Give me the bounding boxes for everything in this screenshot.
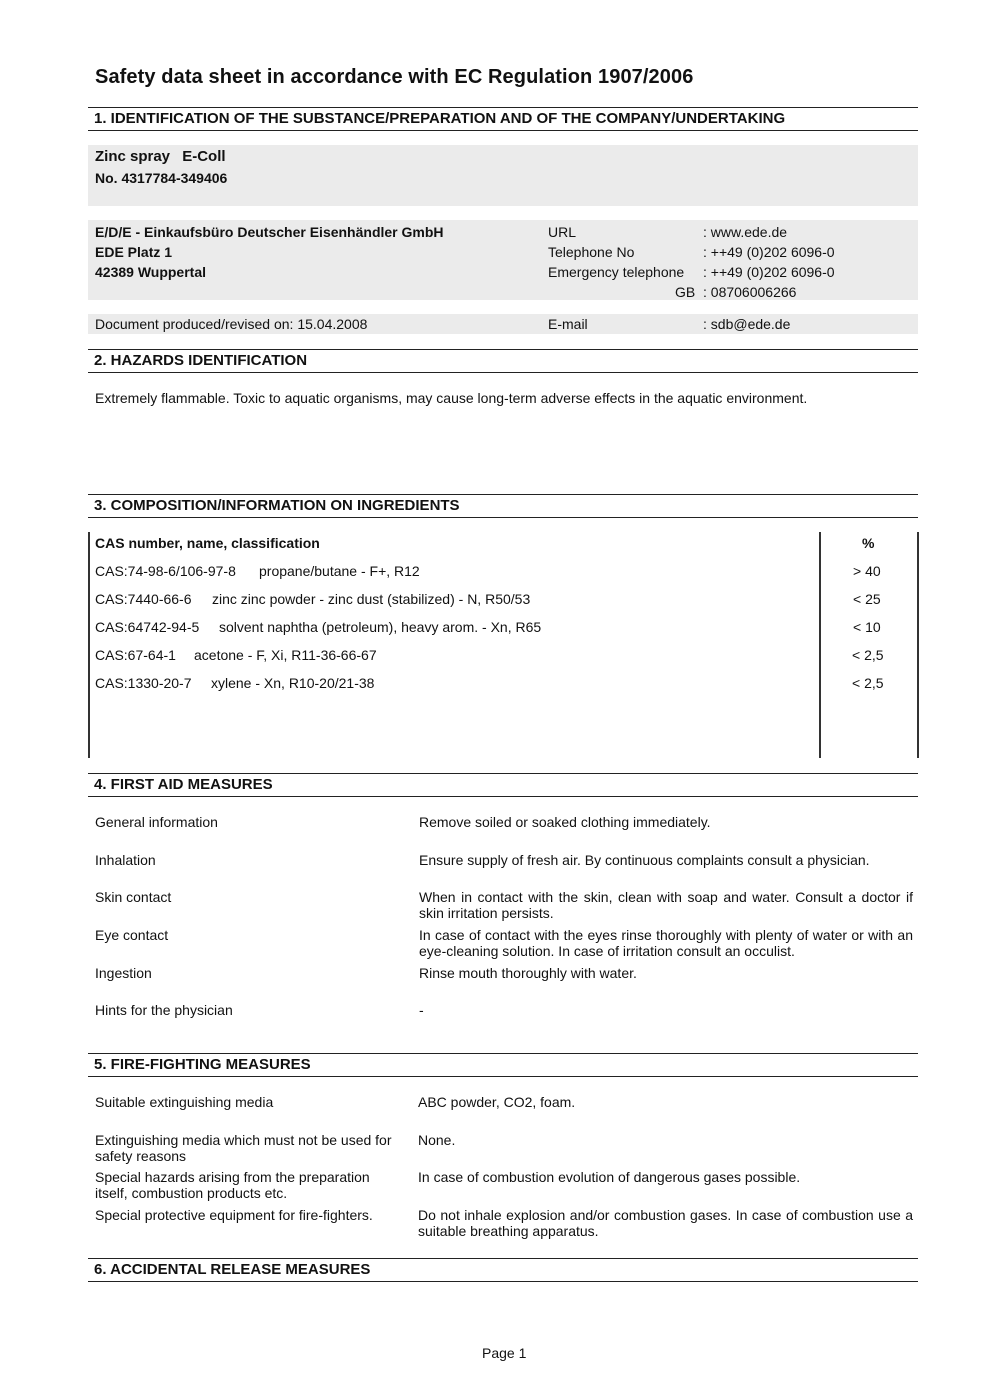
fire-fighting-label: Suitable extinguishing media: [95, 1094, 274, 1110]
ingredient-percent: < 25: [853, 591, 881, 607]
product-name-line: [95, 148, 226, 165]
section-1-heading: 1. IDENTIFICATION OF THE SUBSTANCE/PREPARATION AND OF THE COMPANY/UNDERTAKING: [94, 110, 786, 127]
company-street: EDE Platz 1: [95, 244, 173, 260]
ingredient-cas: CAS:64742-94-5: [95, 619, 200, 635]
email-label: E-mail: [548, 316, 588, 332]
email-value[interactable]: : sdb@ede.de: [703, 316, 791, 332]
product-brand: E-Coll: [182, 148, 226, 165]
section-2-header: [88, 349, 918, 373]
telephone-value: : ++49 (0)202 6096-0: [703, 244, 835, 260]
section-1-header: [88, 107, 918, 131]
fire-fighting-label: Extinguishing media which must not be used for safety reasons: [95, 1132, 392, 1164]
first-aid-text: Remove soiled or soaked clothing immediately.: [419, 814, 711, 830]
fire-fighting-label: Special protective equipment for fire-fighters.: [95, 1207, 373, 1223]
fire-fighting-label: Special hazards arising from the preparation itself, combustion products etc.: [95, 1169, 370, 1201]
ingredient-cas: CAS:7440-66-6: [95, 591, 192, 607]
first-aid-label: General information: [95, 814, 218, 830]
company-name: E/D/E - Einkaufsbüro Deutscher Eisenhändler GmbH: [95, 224, 444, 240]
section-4-header: [88, 773, 918, 797]
section-3-header: [88, 494, 918, 518]
revision-box: [88, 314, 918, 334]
telephone-label: Telephone No: [548, 244, 635, 260]
ingredient-cas: CAS:67-64-1: [95, 647, 176, 663]
first-aid-text: Ensure supply of fresh air. By continuous complaints consult a physician.: [419, 852, 870, 868]
percent-column-header: %: [862, 535, 875, 551]
company-box: [88, 220, 918, 300]
hazards-text: Extremely flammable. Toxic to aquatic organisms, may cause long-term adverse effects in the aquatic environment.: [95, 390, 808, 406]
product-number: No. 4317784-349406: [95, 170, 228, 186]
first-aid-text: When in contact with the skin, clean with soap and water. Consult a doctor if skin irritation persists.: [419, 889, 913, 921]
page-number: Page 1: [482, 1345, 527, 1361]
product-box: [88, 145, 918, 206]
company-city: 42389 Wuppertal: [95, 264, 207, 280]
section-3-heading: 3. COMPOSITION/INFORMATION ON INGREDIENTS: [94, 497, 460, 514]
first-aid-label: Inhalation: [95, 852, 156, 868]
first-aid-text: In case of contact with the eyes rinse thoroughly with plenty of water or with an eye-cleaning solution. In case of irritation consult an occulist.: [419, 927, 913, 959]
table-right-border: [917, 532, 919, 758]
fire-fighting-text: Do not inhale explosion and/or combustion gases. In case of combustion use a suitable breathing apparatus.: [418, 1207, 913, 1239]
ingredient-description: zinc zinc powder - zinc dust (stabilized) - N, R50/53: [212, 591, 531, 607]
ingredient-description: acetone - F, Xi, R11-36-66-67: [194, 647, 377, 663]
section-6-header: [88, 1258, 918, 1282]
table-mid-border: [819, 532, 821, 758]
gb-value: : 08706006266: [703, 284, 797, 300]
fire-fighting-text: None.: [418, 1132, 456, 1148]
first-aid-text: Rinse mouth thoroughly with water.: [419, 965, 637, 981]
product-name: Zinc spray: [95, 148, 171, 165]
ingredient-description: propane/butane - F+, R12: [259, 563, 420, 579]
emergency-label: Emergency telephone: [548, 264, 685, 280]
section-2-heading: 2. HAZARDS IDENTIFICATION: [94, 352, 308, 369]
section-5-heading: 5. FIRE-FIGHTING MEASURES: [94, 1056, 311, 1073]
section-4-heading: 4. FIRST AID MEASURES: [94, 776, 273, 793]
document-title: Safety data sheet in accordance with EC Regulation 1907/2006: [95, 66, 694, 88]
gb-label: GB: [675, 284, 696, 300]
ingredients-column-header: CAS number, name, classification: [95, 535, 320, 551]
ingredient-cas: CAS:1330-20-7: [95, 675, 192, 691]
section-5-header: [88, 1053, 918, 1077]
fire-fighting-text: ABC powder, CO2, foam.: [418, 1094, 576, 1110]
first-aid-label: Eye contact: [95, 927, 169, 943]
ingredient-percent: < 2,5: [852, 675, 884, 691]
first-aid-label: Ingestion: [95, 965, 152, 981]
url-label: URL: [548, 224, 577, 240]
ingredient-percent: < 10: [853, 619, 881, 635]
fire-fighting-text: In case of combustion evolution of dangerous gases possible.: [418, 1169, 801, 1185]
ingredient-description: solvent naphtha (petroleum), heavy arom. - Xn, R65: [219, 619, 542, 635]
ingredient-description: xylene - Xn, R10-20/21-38: [211, 675, 375, 691]
revision-date: Document produced/revised on: 15.04.2008: [95, 316, 368, 332]
ingredient-percent: > 40: [853, 563, 881, 579]
first-aid-label: Skin contact: [95, 889, 172, 905]
table-left-border: [88, 532, 90, 758]
first-aid-label: Hints for the physician: [95, 1002, 233, 1018]
first-aid-text: -: [419, 1002, 424, 1018]
ingredient-cas: CAS:74-98-6/106-97-8: [95, 563, 236, 579]
emergency-value: : ++49 (0)202 6096-0: [703, 264, 835, 280]
url-value[interactable]: : www.ede.de: [703, 224, 788, 240]
section-6-heading: 6. ACCIDENTAL RELEASE MEASURES: [94, 1261, 371, 1278]
ingredient-percent: < 2,5: [852, 647, 884, 663]
